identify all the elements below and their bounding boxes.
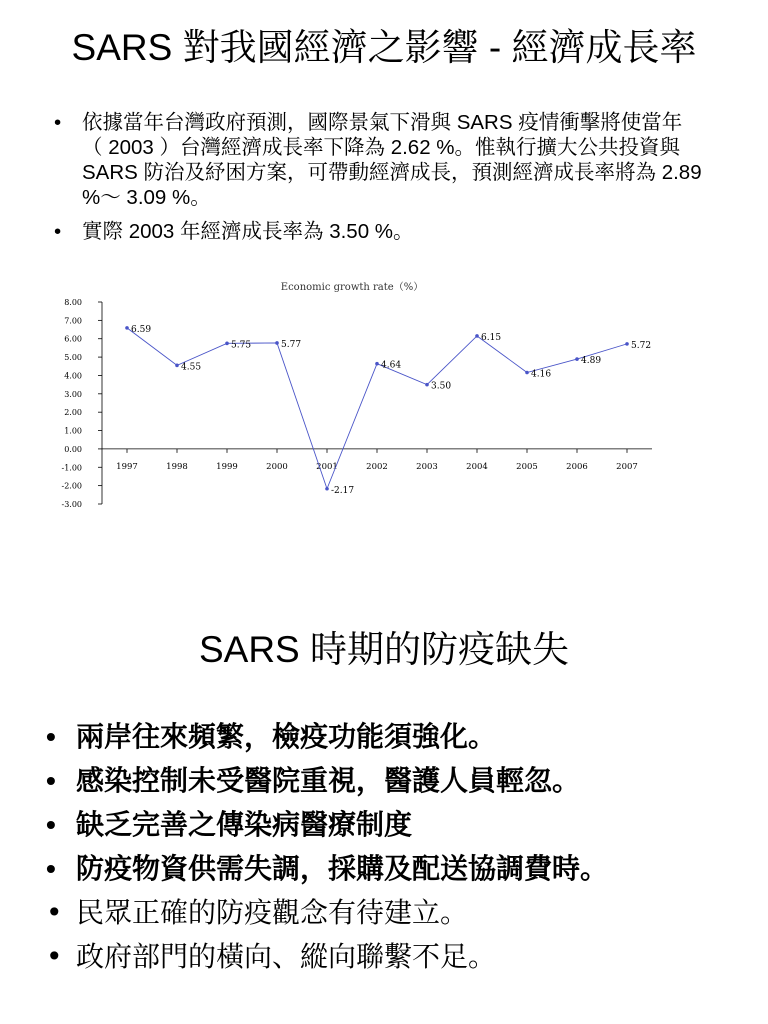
chart-title: Economic growth rate（%） [280,282,424,293]
x-tick-label: 1998 [166,461,188,472]
data-label: 5.75 [231,340,252,351]
data-point [575,357,579,361]
y-tick-label: 6.00 [64,334,82,344]
x-tick-label: 2002 [366,461,388,472]
bullet-item: • 民眾正確的防疫觀念有待建立。 [42,891,722,935]
line-chart-svg [52,282,662,514]
x-tick-label: 2004 [466,461,488,472]
x-tick-label: 2005 [516,461,538,472]
data-label: 4.89 [581,356,602,367]
data-label: 6.15 [481,332,502,343]
data-point [125,326,129,330]
bullet-item: • 感染控制未受醫院重視，醫護人員輕忽。 [42,759,722,803]
bullet-item: • 實際 2003 年經濟成長率為 3.50 %。 [52,219,702,244]
slide-title: SARS 對我國經濟之影響 - 經濟成長率 [71,27,697,68]
y-tick-label: -2.00 [61,481,82,491]
data-label: 3.50 [431,381,452,392]
data-point [625,342,629,346]
data-point [325,487,329,491]
bullet-item: • 政府部門的橫向、縱向聯繫不足。 [42,935,722,979]
bullet-item: • 防疫物資供需失調，採購及配送協調費時。 [42,847,722,891]
x-tick-label: 2003 [416,461,438,472]
data-label: -2.17 [331,485,355,496]
x-tick-label: 2000 [266,461,288,472]
y-tick-label: 0.00 [64,444,82,454]
data-point [475,334,479,338]
bullet-list [52,110,702,253]
y-tick-label: -1.00 [61,463,82,473]
y-tick-label: 5.00 [64,353,82,363]
data-label: 4.55 [181,362,202,373]
x-tick-label: 2007 [616,461,638,472]
data-label: 5.72 [631,340,652,351]
data-label: 5.77 [281,339,302,350]
data-label: 4.16 [531,369,552,380]
bullet-item: • 缺乏完善之傳染病醫療制度 [42,803,722,847]
x-axis-tick-labels [116,462,638,472]
y-tick-label: 1.00 [64,426,82,436]
data-point [375,362,379,366]
x-tick-label: 2001 [316,461,338,472]
data-label: 4.64 [381,360,402,371]
y-tick-label: 7.00 [64,316,82,326]
x-tick-label: 1997 [116,461,138,472]
data-point [275,341,279,345]
y-tick-label: 3.00 [64,389,82,399]
slide-title-2: SARS 時期的防疫缺失 [198,629,570,670]
bullet-item: • 兩岸往來頻繁，檢疫功能須強化。 [42,715,722,759]
y-tick-label: 2.00 [64,408,82,418]
data-point [225,342,229,346]
bullet-item: • 依據當年台灣政府預測，國際景氣下滑與 SARS 疫情衝擊將使當年（ 2003 ）台灣經濟成長率下降為 2.62 %。惟執行擴大公共投資與 SARS 防治及紓困方案，可帶動經濟成長，預測經濟成長率將為 2.89 %～ 3.09 %。 [52,110,702,210]
data-point [525,371,529,375]
y-tick-label: 4.00 [64,371,82,381]
growth-rate-chart [52,282,662,514]
x-tick-label: 2006 [566,461,588,472]
y-tick-label: 8.00 [64,298,82,307]
data-label: 6.59 [131,324,152,335]
data-point [175,364,179,368]
chart-axes [98,302,652,504]
x-tick-label: 1999 [216,461,238,472]
bullet-list-2 [42,715,722,979]
data-point [425,383,429,387]
y-tick-label: -3.00 [61,500,82,509]
y-axis-tick-labels [61,298,82,509]
